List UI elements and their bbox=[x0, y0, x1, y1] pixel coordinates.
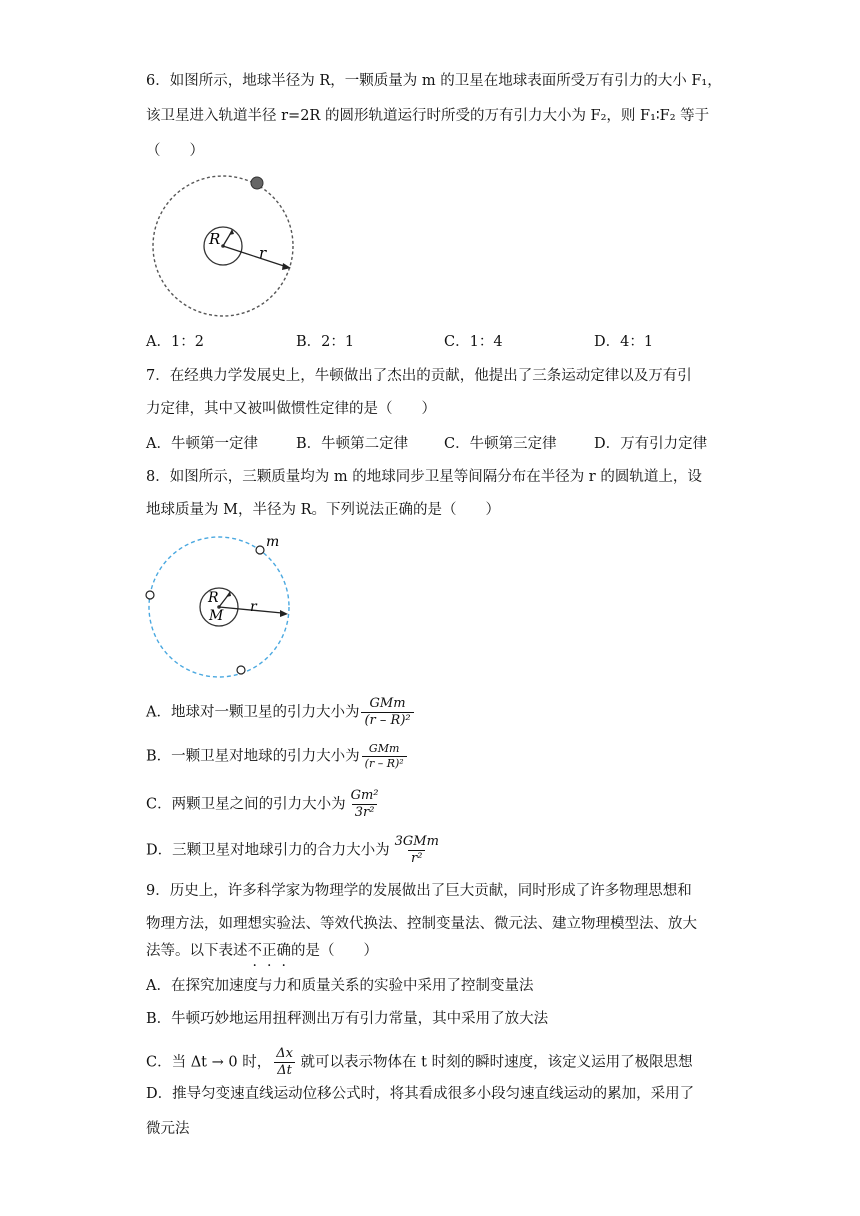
q7-line-2: 力定律，其中又被叫做惯性定律的是（ ） bbox=[146, 401, 436, 417]
q8-option-b[interactable]: B．一颗卫星对地球的引力大小为 $\frac{\text{GMm}}{\text{(r – R)²}}$ bbox=[146, 742, 407, 771]
q8-orbit-figure bbox=[140, 530, 300, 678]
q6-option-d[interactable]: D．4：1 bbox=[594, 334, 654, 350]
q7-option-c[interactable]: C．牛顿第三定律 bbox=[444, 436, 557, 452]
q6-line-3: （ ） bbox=[146, 143, 204, 159]
q6-label-R: R bbox=[209, 230, 221, 248]
q7-option-a[interactable]: A．牛顿第一定律 bbox=[146, 436, 258, 452]
q9-line-3: 法等。以下表述不正确的是（ ） bbox=[146, 943, 378, 959]
emphasis-char-3: 确 bbox=[276, 943, 291, 959]
emphasis-char-1: 不 bbox=[247, 943, 262, 959]
q8-satellite-left bbox=[146, 591, 154, 599]
q8-option-b-fraction: $\frac{\text{GMm}}{\text{(r – R)²}}$ bbox=[362, 742, 407, 771]
emphasis-char-2: 正 bbox=[262, 943, 277, 959]
q9-option-d-line-1[interactable]: D．推导匀变速直线运动位移公式时，将其看成很多小段匀速直线运动的累加，采用了 bbox=[146, 1086, 695, 1102]
q8-line-2: 地球质量为 M，半径为 R。下列说法正确的是（ ） bbox=[146, 502, 500, 518]
q8-option-d-fraction: $\frac{\text{3GMm}}{\text{r²}}$ bbox=[394, 834, 439, 866]
q9-option-d-line-2[interactable]: 微元法 bbox=[146, 1121, 190, 1137]
q6-satellite bbox=[251, 177, 263, 189]
q9-option-b[interactable]: B．牛顿巧妙地运用扭秤测出万有引力常量，其中采用了放大法 bbox=[146, 1011, 549, 1027]
q7-option-b[interactable]: B．牛顿第二定律 bbox=[296, 436, 409, 452]
q6-option-c[interactable]: C．1：4 bbox=[444, 334, 503, 350]
q6-line-1: 6．如图所示，地球半径为 R，一颗质量为 m 的卫星在地球表面所受万有引力的大小 F₁， bbox=[146, 73, 722, 89]
q8-satellite-top bbox=[256, 546, 264, 554]
q7-line-1: 7．在经典力学发展史上，牛顿做出了杰出的贡献，他提出了三条运动定律以及万有引 bbox=[146, 368, 692, 384]
q8-label-R: R bbox=[208, 590, 219, 606]
q8-satellite-bottom bbox=[237, 666, 245, 674]
q8-line-1: 8．如图所示，三颗质量均为 m 的地球同步卫星等间隔分布在半径为 r 的圆轨道上，设 bbox=[146, 469, 702, 485]
q8-option-c[interactable]: C．两颗卫星之间的引力大小为 $\frac{\text{Gm²}}{\text{3r²}}$ bbox=[146, 788, 382, 821]
q8-option-a-fraction: $\frac{\text{GMm}}{\text{(r – R)²}}$ bbox=[361, 696, 413, 729]
q6-option-a[interactable]: A．1：2 bbox=[146, 334, 204, 350]
q8-label-M: M bbox=[209, 608, 224, 624]
q8-label-m: m bbox=[266, 534, 280, 550]
q6-orbit-figure bbox=[145, 170, 305, 320]
q9-line-2: 物理方法，如理想实验法、等效代换法、控制变量法、微元法、建立物理模型法、放大 bbox=[146, 916, 697, 932]
q9-option-c[interactable]: C．当 Δt → 0 时， $\frac{\Delta x}{\Delta t}$ 就可以表示物体在 t 时刻的瞬时速度，该定义运用了极限思想 bbox=[146, 1046, 693, 1078]
q8-label-r: r bbox=[250, 599, 257, 615]
q8-option-c-fraction: $\frac{\text{Gm²}}{\text{3r²}}$ bbox=[350, 788, 379, 820]
q9-option-c-fraction: $\frac{\Delta x}{\Delta t}$ bbox=[276, 1046, 293, 1078]
q9-line-1: 9．历史上，许多科学家为物理学的发展做出了巨大贡献，同时形成了许多物理思想和 bbox=[146, 883, 692, 899]
q9-option-a[interactable]: A．在探究加速度与力和质量关系的实验中采用了控制变量法 bbox=[146, 978, 534, 994]
q8-option-a[interactable]: A．地球对一颗卫星的引力大小为 $\frac{\text{GMm}}{\text{(r – R)²}}$ bbox=[146, 696, 414, 729]
q7-option-d[interactable]: D．万有引力定律 bbox=[594, 436, 708, 452]
q6-option-b[interactable]: B．2：1 bbox=[296, 334, 355, 350]
q8-option-d[interactable]: D．三颗卫星对地球引力的合力大小为 $\frac{\text{3GMm}}{\text{r²}}$ bbox=[146, 834, 442, 867]
q6-line-2: 该卫星进入轨道半径 r=2R 的圆形轨道运行时所受的万有引力大小为 F₂，则 F₁∶F₂ 等于 bbox=[146, 108, 710, 124]
q6-label-r: r bbox=[259, 244, 267, 262]
